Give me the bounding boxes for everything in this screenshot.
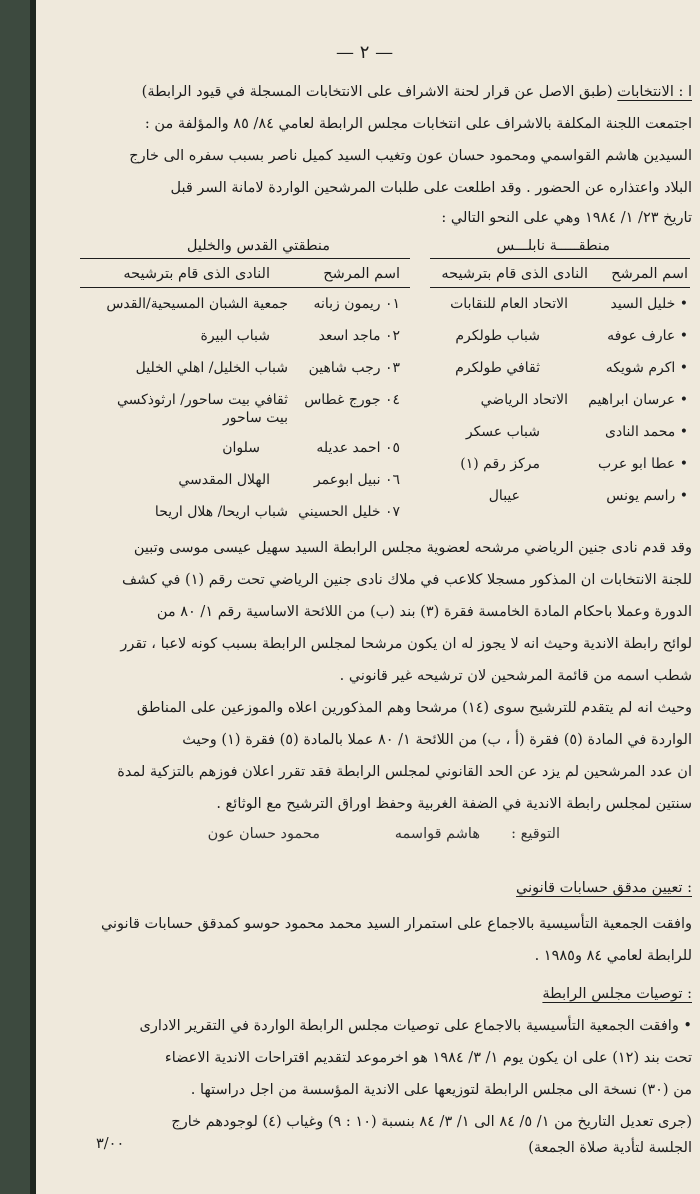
jerusalem-club: سلوان (222, 440, 260, 456)
body-line-3: الدورة وعملا باحكام المادة الخامسة فقرة (٣) بند (ب) من اللائحة الاساسية رقم ١/ ٨٠ من (156, 604, 692, 620)
nablus-club: مركز رقم (١) (460, 456, 540, 472)
body-line-7: الواردة في المادة (٥) فقرة (أ ، ب) من اللائحة ١/ ٨٠ عملا بالمادة (٥) فقرة (١) وحيث (182, 732, 692, 748)
jerusalem-candidate: ٠٧ خليل الحسيني (298, 504, 400, 520)
nablus-club: الاتحاد الرياضي (480, 392, 568, 408)
intro-line-1: اجتمعت اللجنة المكلفة بالاشراف على انتخابات مجلس الرابطة لعامي ٨٤/ ٨٥ والمؤلفة من : (144, 116, 692, 132)
nablus-candidate: • عارف عوفه (607, 328, 688, 344)
nablus-candidate: • عطا ابو عرب (598, 456, 688, 472)
body-line-1: وقد قدم نادى جنين الرياضي مرشحه لعضوية مجلس الرابطة السيد سهيل عيسى موسى وتبين (133, 540, 692, 556)
intro-line-3: البلاد واعتذاره عن الحضور . وقد اطلعت على طلبات المرشحين الواردة لامانة السر قبل (170, 180, 692, 196)
jerusalem-club: ثقافي بيت ساحور/ ارثوذكسي (116, 392, 288, 408)
body-line-4: لوائح رابطة الاندية وحيث انه لا يجوز له ان يكون مرشحا لمجلس الرابطة بسبب كونه لاعبا ، تقرر (120, 636, 692, 652)
footer-fraction: ٣/٠٠ (96, 1136, 125, 1152)
nablus-club: الاتحاد العام للنقابات (450, 296, 568, 312)
election-header-line (142, 84, 692, 100)
signatory-2: محمود حسان عون (207, 826, 320, 842)
board-line-5: الجلسة لتأدية صلاة الجمعة) (528, 1140, 692, 1156)
auditor-header: : تعيين مدقق حسابات قانوني (516, 880, 692, 896)
jerusalem-rule (80, 258, 410, 259)
region-jerusalem-heading: منطقتي القدس والخليل (186, 238, 330, 254)
signatory-1: هاشم قواسمه (394, 826, 480, 842)
jerusalem-col-rule (80, 287, 410, 288)
jerusalem-candidate: ٠٤ جورج غطاس (304, 392, 400, 408)
jerusalem-col-candidate: اسم المرشح (323, 266, 400, 282)
body-line-2: للجنة الانتخابات ان المذكور مسجلا كلاعب في ملاك نادى جنين الرياضي تحت رقم (١) في كشف (121, 572, 692, 588)
jerusalem-candidate: ٠١ ريمون زبانه (313, 296, 400, 312)
nablus-candidate: • اكرم شويكه (606, 360, 688, 376)
signature-label: التوقيع : (511, 826, 560, 842)
nablus-club: ثقافي طولكرم (455, 360, 540, 376)
body-line-5: شطب اسمه من قائمة المرشحين لان ترشيحه غير قانوني . (339, 668, 692, 684)
auditor-line-1: وافقت الجمعية التأسيسية بالاجماع على استمرار السيد محمد محمود حوسو كمدقق حسابات قانوني (100, 916, 692, 932)
region-nablus-heading: منطقـــــة نابلـــس (496, 238, 610, 254)
nablus-candidate: • محمد النادى (605, 424, 688, 440)
intro-line-2: السيدين هاشم القواسمي ومحمود حسان عون وتغيب السيد كميل ناصر بسبب سفره الى خارج (129, 148, 692, 164)
jerusalem-club: شباب الخليل/ اهلي الخليل (135, 360, 288, 376)
board-header: : توصيات مجلس الرابطة (542, 986, 692, 1002)
nablus-club: عيبال (488, 488, 520, 504)
jerusalem-club: شباب اريحا/ هلال اريحا (154, 504, 288, 520)
nablus-col-club: النادى الذى قام بترشيحه (441, 266, 588, 282)
jerusalem-col-club: النادى الذى قام بترشيحه (123, 266, 270, 282)
nablus-candidate: • خليل السيد (610, 296, 688, 312)
intro-line-4: تاريخ ٢٣/ ١/ ١٩٨٤ وهي على النحو التالي : (441, 210, 692, 226)
jerusalem-candidate: ٠٥ احمد عديله (316, 440, 400, 456)
jerusalem-club-continued: بيت ساحور (223, 410, 288, 426)
nablus-col-candidate: اسم المرشح (611, 266, 688, 282)
body-line-9: سنتين لمجلس رابطة الاندية في الضفة الغربية وحفظ اوراق الترشيح مع الوثائع . (216, 796, 692, 812)
body-line-8: ان عدد المرشحين لم يزد عن الحد القانوني لمجلس الرابطة فقد تقرر اعلان فوزهم بالتزكية لمدة (117, 764, 692, 780)
auditor-line-2: للرابطة لعامي ٨٤ و١٩٨٥ . (534, 948, 692, 964)
nablus-candidate: • راسم يونس (606, 488, 688, 504)
binder-spine (0, 0, 34, 1194)
nablus-club: شباب طولكرم (455, 328, 540, 344)
jerusalem-candidate: ٠٦ نبيل ابوعمر (313, 472, 400, 488)
page-number: — ٢ — (336, 42, 394, 63)
nablus-col-rule (430, 287, 690, 288)
election-header: ا : الانتخابات (617, 84, 692, 100)
nablus-rule (430, 258, 690, 259)
board-line-4: (جرى تعديل التاريخ من ١/ ٥/ ٨٤ الى ١/ ٣/ ٨٤ بنسبة (١٠ : ٩) وغياب (٤) لوجودهم خارج (171, 1114, 692, 1130)
document-body (36, 0, 700, 1194)
board-line-3: من (٣٠) نسخة الى مجلس الرابطة لتوزيعها على الاندية المؤسسة من اجل دراستها . (190, 1082, 692, 1098)
board-line-2: تحت بند (١٢) على ان يكون يوم ١/ ٣/ ١٩٨٤ هو اخرموعد لتقديم اقتراحات الاندية الاعضاء (164, 1050, 692, 1066)
jerusalem-candidate: ٠٢ ماجد اسعد (318, 328, 400, 344)
body-line-6: وحيث انه لم يتقدم للترشيح سوى (١٤) مرشحا وهم المذكورين اعلاه والموزعين على المناطق (136, 700, 692, 716)
document-page (36, 0, 700, 1194)
jerusalem-club: جمعية الشبان المسيحية/القدس (106, 296, 288, 312)
jerusalem-candidate: ٠٣ رجب شاهين (308, 360, 400, 376)
jerusalem-club: الهلال المقدسي (178, 472, 270, 488)
jerusalem-club: شباب البيرة (200, 328, 270, 344)
board-line-1: • وافقت الجمعية التأسيسية بالاجماع على توصيات مجلس الرابطة الواردة في التقرير الادارى (139, 1018, 692, 1034)
nablus-club: شباب عسكر (465, 424, 540, 440)
nablus-candidate: • عرسان ابراهيم (588, 392, 688, 408)
election-header-note: (طبق الاصل عن قرار لحنة الاشراف على الانتخابات المسجلة في قيود الرابطة) (141, 84, 613, 100)
